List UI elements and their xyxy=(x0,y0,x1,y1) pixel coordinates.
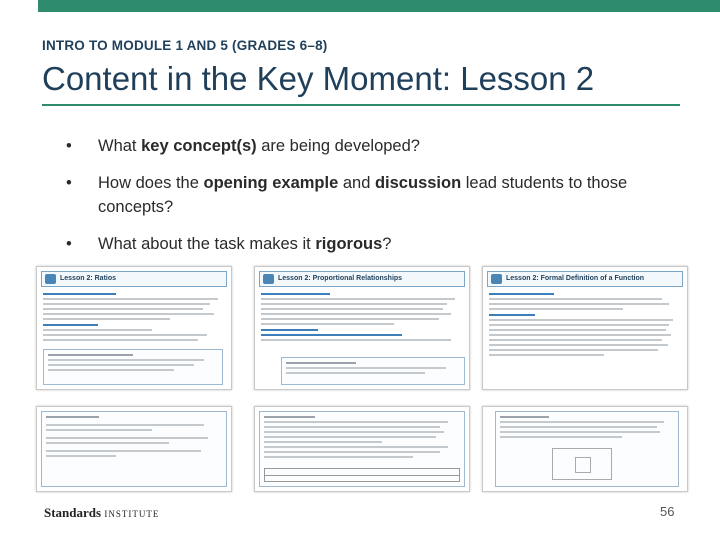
bullet-marker: • xyxy=(66,235,72,253)
page-number: 56 xyxy=(660,504,675,519)
thumbnail-text-lines xyxy=(261,293,463,344)
thumbnail-text-lines xyxy=(43,293,225,344)
bullet-emphasis: key concept(s) xyxy=(141,137,257,155)
thumbnail-title: Lesson 2: Ratios xyxy=(60,275,117,282)
summary-box xyxy=(259,411,465,487)
bullet-text: What about the task makes it xyxy=(98,235,316,253)
lesson-logo-icon xyxy=(491,274,502,284)
standards-institute-logo: Standards INSTITUTE xyxy=(44,505,160,520)
summary-box xyxy=(495,411,679,487)
bullet-text: are being developed? xyxy=(256,137,420,155)
title-divider xyxy=(42,104,680,106)
section-kicker: INTRO TO MODULE 1 AND 5 (GRADES 6–8) xyxy=(42,38,328,53)
lesson-thumbnail-ratios xyxy=(36,266,232,390)
lesson-summary-thumbnail-ratios xyxy=(36,406,232,492)
bullet-text: How does the xyxy=(98,174,204,192)
lesson-logo-icon xyxy=(263,274,274,284)
thumbnail-header xyxy=(487,271,683,287)
thumbnail-header xyxy=(41,271,227,287)
bullet-item xyxy=(66,134,666,158)
thumbnail-title: Lesson 2: Formal Definition of a Function xyxy=(506,275,645,282)
lesson-thumbnail-function-definition xyxy=(482,266,688,390)
thumbnail-title: Lesson 2: Proportional Relationships xyxy=(278,275,403,282)
bullet-emphasis: rigorous xyxy=(315,235,383,253)
thumbnail-example-box xyxy=(281,357,465,385)
lesson-thumbnail-proportional-relationships xyxy=(254,266,470,390)
thumbnail-example-box xyxy=(43,349,223,385)
lesson-summary-thumbnail-proportional xyxy=(254,406,470,492)
slide-title: Content in the Key Moment: Lesson 2 xyxy=(42,60,595,97)
bullet-text: What xyxy=(98,137,142,155)
bullet-text: lead students to those concepts? xyxy=(98,174,628,216)
lesson-logo-icon xyxy=(45,274,56,284)
top-bar-gap xyxy=(0,0,38,12)
top-accent-bar xyxy=(0,0,720,12)
bullet-text: and xyxy=(338,174,375,192)
bullet-text: ? xyxy=(382,235,392,253)
thumbnail-header xyxy=(259,271,465,287)
bullet-list xyxy=(66,134,666,269)
thumbnail-text-lines xyxy=(489,293,681,359)
bullet-marker: • xyxy=(66,174,72,192)
bullet-item xyxy=(66,232,666,256)
lesson-summary-thumbnail-function xyxy=(482,406,688,492)
summary-data-table xyxy=(264,468,460,482)
bullet-emphasis: opening example xyxy=(203,174,339,192)
bullet-emphasis: discussion xyxy=(374,174,462,192)
bullet-marker: • xyxy=(66,137,72,155)
function-diagram xyxy=(552,448,612,480)
summary-box xyxy=(41,411,227,487)
bullet-item xyxy=(66,171,666,219)
